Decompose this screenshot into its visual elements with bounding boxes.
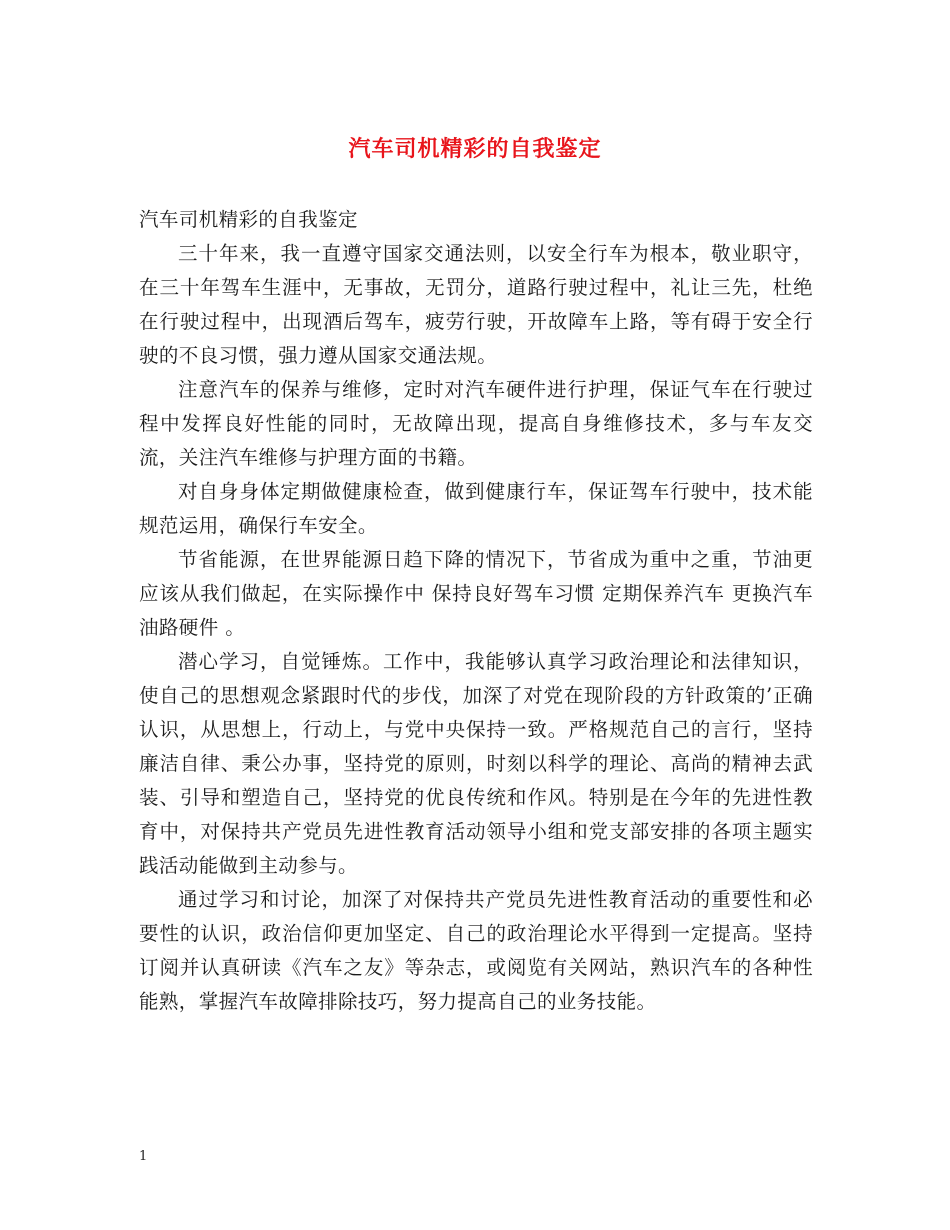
paragraph-1: 三十年来，我一直遵守国家交通法则，以安全行车为根本，敬业职守，在三十年驾车生涯中，无事故，无罚分，道路行驶过程中，礼让三先，杜绝在行驶过程中，出现酒后驾车，疲劳行驶，开故障车上路，等有碍于安全行驶的不良习惯，强力遵从国家交通法规。 xyxy=(139,242,813,367)
document-subtitle: 汽车司机精彩的自我鉴定 xyxy=(139,208,358,231)
document-body xyxy=(139,203,813,1019)
paragraph-5: 潜心学习，自觉锤炼。工作中，我能够认真学习政治理论和法律知识，使自己的思想观念紧跟时代的步伐，加深了对党在现阶段的方针政策的’正确认识，从思想上，行动上，与党中央保持一致。严格规范自己的言行，坚持廉洁自律、秉公办事，坚持党的原则，时刻以科学的理论、高尚的精神去武装、引导和塑造自己，坚持党的优良传统和作风。特别是在今年的先进性教育中，对保持共产党员先进性教育活动领导小组和党支部安排的各项主题实践活动能做到主动参与。 xyxy=(139,650,813,877)
paragraph-4: 节省能源，在世界能源日趋下降的情况下，节省成为重中之重，节油更应该从我们做起，在实际操作中 保持良好驾车习惯 定期保养汽车 更换汽车油路硬件 。 xyxy=(139,548,813,639)
paragraph-3: 对自身身体定期做健康检查，做到健康行车，保证驾车行驶中，技术能规范运用，确保行车安全。 xyxy=(139,480,813,537)
paragraph-2: 注意汽车的保养与维修，定时对汽车硬件进行护理，保证气车在行驶过程中发挥良好性能的同时，无故障出现，提高自身维修技术，多与车友交流，关注汽车维修与护理方面的书籍。 xyxy=(139,378,813,469)
document-title: 汽车司机精彩的自我鉴定 xyxy=(348,136,602,162)
page-number: 1 xyxy=(139,1149,148,1164)
paragraph-6: 通过学习和讨论，加深了对保持共产党员先进性教育活动的重要性和必要性的认识，政治信仰更加坚定、自己的政治理论水平得到一定提高。坚持订阅并认真研读《汽车之友》等杂志，或阅览有关网站，熟识汽车的各种性能熟，掌握汽车故障排除技巧，努力提高自己的业务技能。 xyxy=(139,888,813,1013)
